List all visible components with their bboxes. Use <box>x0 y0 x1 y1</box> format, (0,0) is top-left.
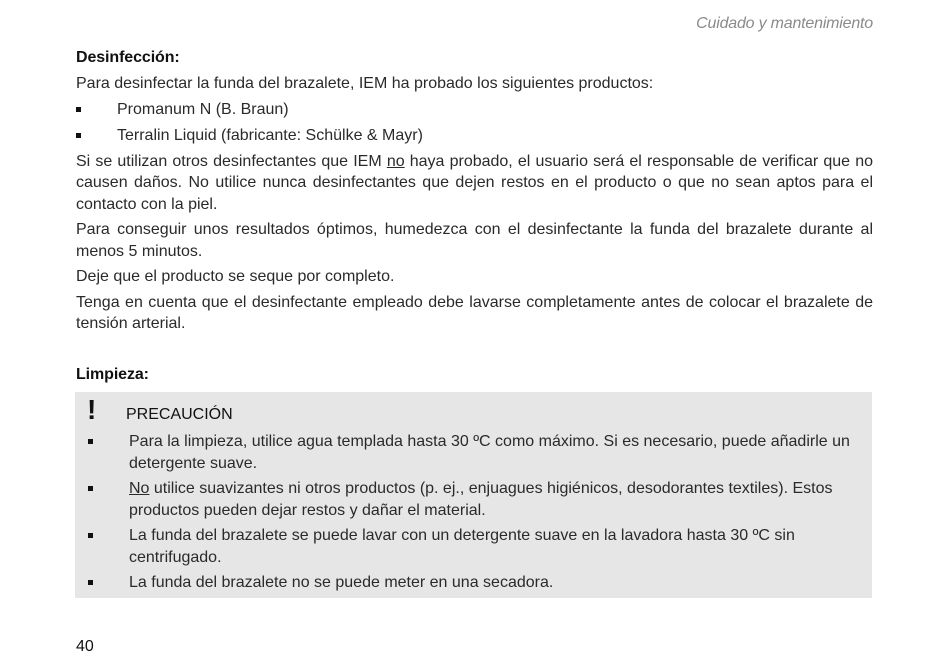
running-header: Cuidado y mantenimiento <box>696 15 873 32</box>
list-item <box>76 125 873 147</box>
list-item <box>88 431 858 474</box>
caution-text: utilice suavizantes ni otros productos (p. ej., enjuagues higiénicos, desodorantes textiles). Estos productos pueden dejar restos y dañar el material. <box>129 480 833 519</box>
section-spacer <box>76 335 873 364</box>
list-item <box>88 525 858 568</box>
disinfection-intro: Para desinfectar la funda del brazalete, IEM ha probado los siguientes productos: <box>76 75 654 92</box>
text-span: haya probado, el usuario será el responsable de verificar que no causen daños. No utilice nunca desinfectantes que dejen restos en el producto o que no sean aptos para el contacto con la piel. <box>76 152 874 213</box>
emphasis-underlined: no <box>386 152 405 170</box>
text-span: Si se utilizan otros desinfectantes que IEM <box>76 152 387 170</box>
list-item <box>76 99 873 121</box>
emphasis-underlined: No <box>129 480 150 497</box>
product-list <box>76 99 873 147</box>
bullet-square-icon <box>76 133 81 138</box>
cleaning-heading: Limpieza: <box>76 365 149 383</box>
product-name: Promanum N (B. Braun) <box>117 100 289 118</box>
list-item <box>88 572 858 594</box>
bullet-square-icon <box>76 107 81 112</box>
dry-paragraph: Deje que el producto se seque por completo. <box>76 268 395 285</box>
caution-list <box>88 431 858 598</box>
product-name: Terralin Liquid (fabricante: Schülke & Mayr) <box>117 126 423 144</box>
bullet-square-icon <box>88 533 93 538</box>
page-number: 40 <box>76 638 94 655</box>
caution-text: La funda del brazalete se puede lavar con un detergente suave en la lavadora hasta 30 ºC sin centrifugado. <box>129 527 795 566</box>
caution-title: PRECAUCIÓN <box>126 406 233 423</box>
disinfection-heading: Desinfección: <box>76 49 180 66</box>
warning-exclamation-icon: ! <box>87 394 97 425</box>
bullet-square-icon <box>88 486 93 491</box>
list-item <box>88 478 858 521</box>
other-disinfectants-paragraph <box>76 151 873 216</box>
bullet-square-icon <box>88 580 93 585</box>
caution-box <box>75 392 872 598</box>
main-content <box>76 47 873 386</box>
soak-paragraph: Para conseguir unos resultados óptimos, humedezca con el desinfectante la funda del brazalete durante al menos 5 minutos. <box>76 221 873 260</box>
caution-text: La funda del brazalete no se puede meter en una secadora. <box>129 574 554 591</box>
rinse-paragraph: Tenga en cuenta que el desinfectante empleado debe lavarse completamente antes de colocar el brazalete de tensión arterial. <box>76 293 873 332</box>
caution-text: Para la limpieza, utilice agua templada hasta 30 ºC como máximo. Si es necesario, puede añadirle un detergente suave. <box>129 433 850 472</box>
bullet-square-icon <box>88 439 93 444</box>
